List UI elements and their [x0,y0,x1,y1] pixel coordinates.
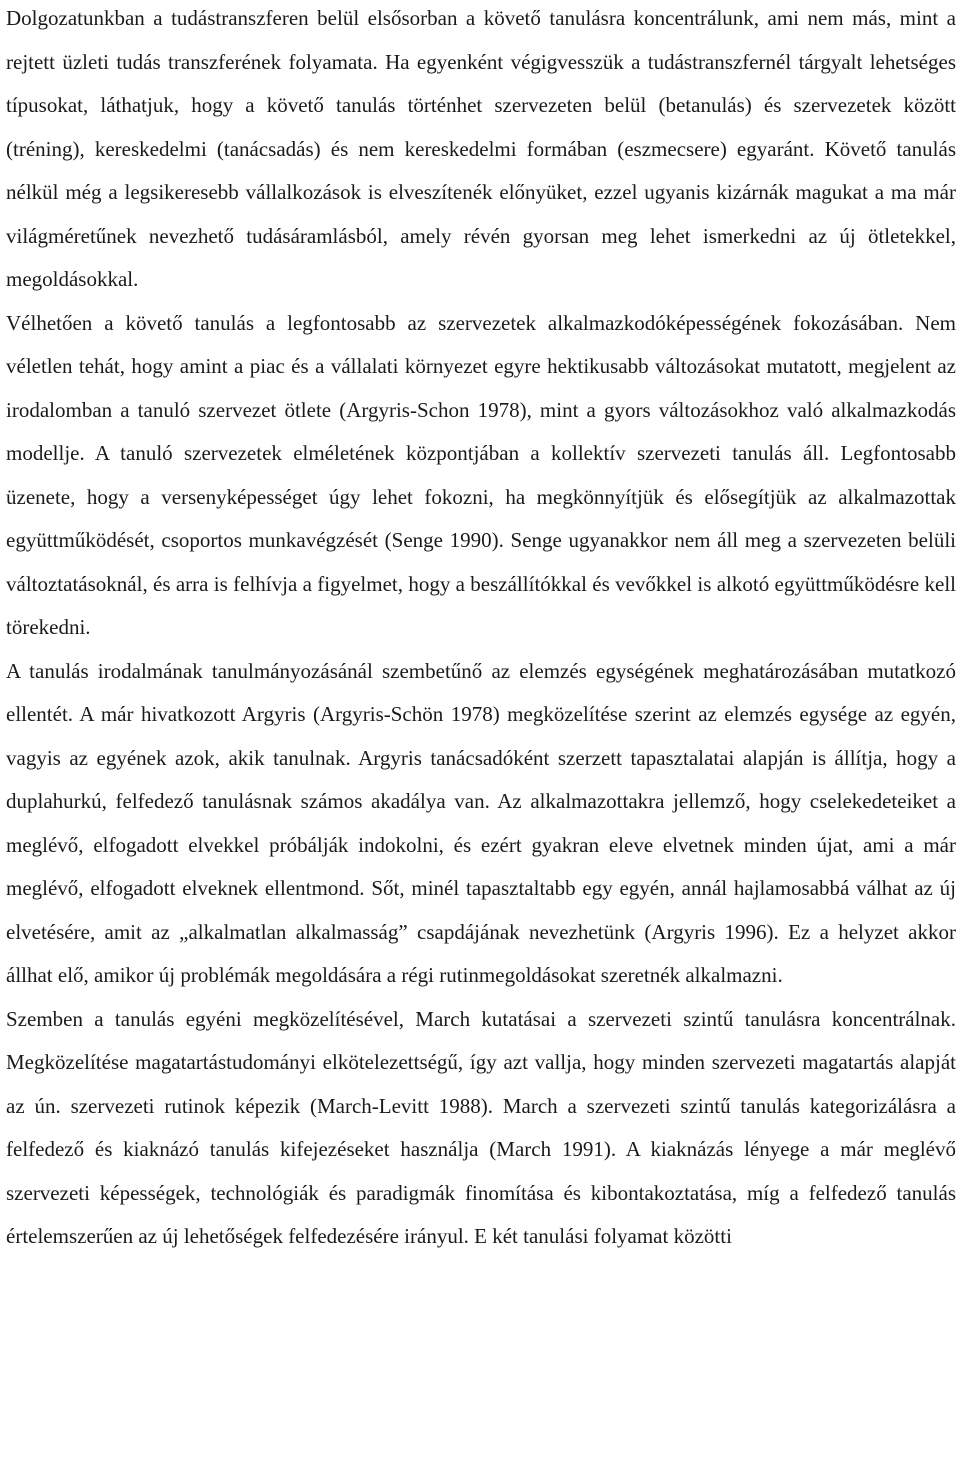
paragraph-organizational-learning: Szemben a tanulás egyéni megközelítésével, March kutatásai a szervezeti szintű tanulásra koncentrálnak. Megközelítése magatartástudományi elkötelezettségű, így azt vallja, hogy minden szervezeti magatartás alapját az ún. szervezeti rutinok képezik (March-Levitt 1988). March a szervezeti szintű tanulás kategorizálásra a felfedező és kiaknázó tanulás kifejezéseket használja (March 1991). A kiaknázás lényege a már meglévő szervezeti képességek, technológiák és paradigmák finomítása és kibontakoztatása, míg a felfedező tanulás értelemszerűen az új lehetőségek felfedezésére irányul. E két tanulási folyamat közötti [6,1006,956,1248]
paragraph-unit-of-analysis: A tanulás irodalmának tanulmányozásánál szembetűnő az elemzés egységének meghatározásában mutatkozó ellentét. A már hivatkozott Argyris (Argyris-Schön 1978) megközelítése szerint az elemzés egysége az egyén, vagyis az egyének azok, akik tanulnak. Argyris tanácsadóként szerzett tapasztalatai alapján is állítja, hogy a duplahurkú, felfedező tanulásnak számos akadálya van. Az alkalmazottakra jellemző, hogy cselekedeteiket a meglévő, elfogadott elvekkel próbálják indokolni, és ezért gyakran eleve elvetnek minden újat, ami a már meglévő, elfogadott elveknek ellentmond. Sőt, minél tapasztaltabb egy egyén, annál hajlamosabbá válhat az új elvetésére, amit az „alkalmatlan alkalmasság” csapdájának nevezhetünk (Argyris 1996). Ez a helyzet akkor állhat elő, amikor új problémák megoldására a régi rutinmegoldásokat szeretnék alkalmazni. [6,658,956,987]
paragraph-adaptability: Vélhetően a követő tanulás a legfontosabb az szervezetek alkalmazkodóképességének fokozásában. Nem véletlen tehát, hogy amint a piac és a vállalati környezet egyre hektikusabb változásokat mutatott, megjelent az irodalomban a tanuló szervezet ötlete (Argyris-Schon 1978), mint a gyors változásokhoz való alkalmazkodás modellje. A tanuló szervezetek elméletének központjában a kollektív szervezeti tanulás áll. Legfontosabb üzenete, hogy a versenyképességet úgy lehet fokozni, ha megkönnyítjük és elősegítjük az alkalmazottak együttműködését, csoportos munkavégzését (Senge 1990). Senge ugyanakkor nem áll meg a szervezeten belüli változtatásoknál, és arra is felhívja a figyelmet, hogy a beszállítókkal és vevőkkel is alkotó együttműködésre kell törekedni. [6,310,956,639]
paragraph-follower-learning: Dolgozatunkban a tudástranszferen belül elsősorban a követő tanulásra koncentrálunk, ami nem más, mint a rejtett üzleti tudás transzferének folyamata. Ha egyenként végigvesszük a tudástranszfernél tárgyalt lehetséges típusokat, láthatjuk, hogy a követő tanulás történhet szervezeten belül (betanulás) és szervezetek között (tréning), kereskedelmi (tanácsadás) és nem kereskedelmi formában (eszmecsere) egyaránt. Követő tanulás nélkül még a legsikeresebb vállalkozások is elveszítenék előnyüket, ezzel ugyanis kizárnák magukat a ma már világméretűnek nevezhető tudásáramlásból, amely révén gyorsan meg lehet ismerkedni az új ötletekkel, megoldásokkal. [6,6,956,291]
document-page [6,0,956,1259]
